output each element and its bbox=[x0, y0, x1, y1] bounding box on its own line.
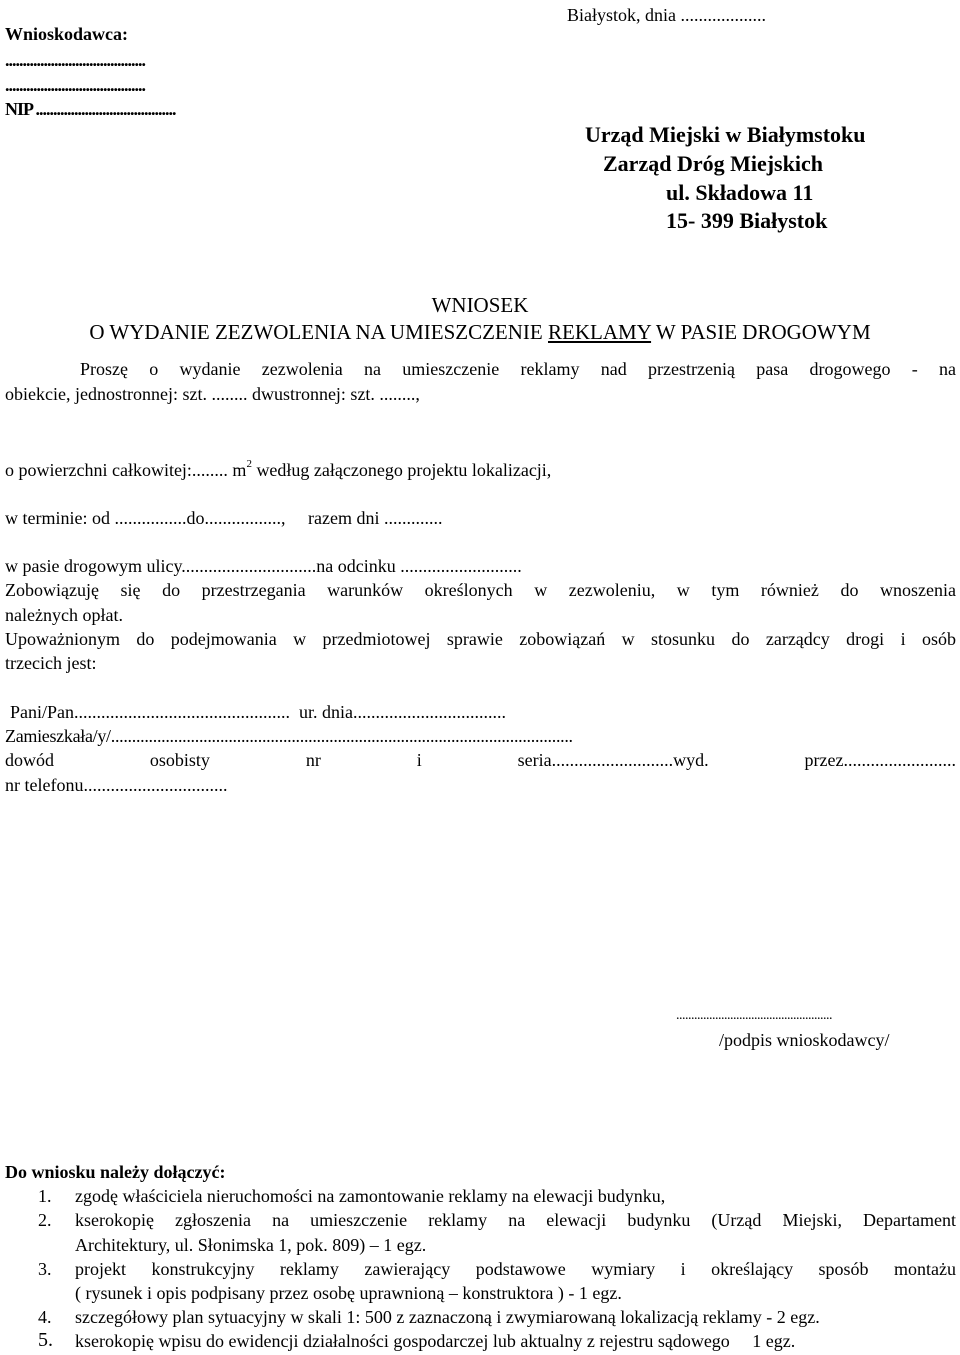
document-subtitle bbox=[0, 320, 960, 345]
term-line: w terminie: od ................do................., razem dni ............. bbox=[5, 508, 443, 528]
area-text-1: o powierzchni całkowitej:........ m bbox=[5, 460, 247, 480]
recipient-department: Zarząd Dróg Miejskich bbox=[603, 151, 823, 176]
applicant-line-2: ........................................ bbox=[5, 75, 145, 95]
subtitle-part-2: REKLAMY bbox=[548, 320, 652, 344]
area-line bbox=[5, 460, 551, 481]
authorization-line-1: Upoważnionym do podejmowania w przedmiotowej sprawie zobowiązań w stosunku do zarządcy drogi i osób bbox=[5, 629, 956, 649]
request-paragraph-line-1: Proszę o wydanie zezwolenia na umieszczenie reklamy nad przestrzenią pasa drogowego - na bbox=[80, 359, 956, 379]
obligation-line-1: Zobowiązuję się do przestrzegania warunków określonych w zezwoleniu, w tym również do wnoszenia bbox=[5, 580, 956, 600]
applicant-line-1: ........................................ bbox=[5, 50, 145, 70]
city-date: Białystok, dnia ................... bbox=[567, 5, 766, 25]
list-item-text: kserokopię wpisu do ewidencji działalności gospodarczej lub aktualny z rejestru sądowego 1 egz. bbox=[75, 1331, 796, 1351]
document-title: WNIOSEK bbox=[431, 293, 529, 317]
obligation-line-2: należnych opłat. bbox=[5, 605, 123, 625]
list-item-text: kserokopię zgłoszenia na umieszczenie reklamy na elewacji budynku (Urząd Miejski, Departament bbox=[75, 1210, 956, 1230]
attachments-heading: Do wniosku należy dołączyć: bbox=[5, 1162, 226, 1182]
recipient-street: ul. Składowa 11 bbox=[666, 180, 814, 205]
street-line: w pasie drogowym ulicy..............................na odcinku ........................... bbox=[5, 556, 522, 576]
request-paragraph-line-2: obiekcie, jednostronnej: szt. ........ dwustronnej: szt. ........, bbox=[5, 384, 420, 404]
area-text-2: według załączonego projektu lokalizacji, bbox=[251, 460, 552, 480]
signature-label: /podpis wnioskodawcy/ bbox=[719, 1030, 890, 1050]
person-phone-line: nr telefonu................................ bbox=[5, 775, 228, 795]
list-item-text: szczegółowy plan sytuacyjny w skali 1: 500 z zaznaczoną i zwymiarowaną lokalizacją reklamy - 2 egz. bbox=[75, 1307, 820, 1327]
list-item-number: 5. bbox=[38, 1329, 53, 1351]
recipient-postcode: 15- 399 Białystok bbox=[666, 208, 828, 233]
applicant-label: Wnioskodawca: bbox=[5, 24, 129, 44]
list-item-number: 3. bbox=[38, 1259, 52, 1279]
signature-line: .................................................... bbox=[676, 1008, 832, 1023]
person-id-line: dowód osobisty nr i seria...........................wyd. przez......................... bbox=[5, 750, 956, 770]
list-item-text: projekt konstrukcyjny reklamy zawierający podstawowe wymiary i określający sposób montażu bbox=[75, 1259, 956, 1279]
list-item-number: 2. bbox=[38, 1210, 52, 1230]
person-address-line: Zamieszkała/y/.............................................................................................................. bbox=[5, 726, 573, 746]
recipient-office: Urząd Miejski w Białymstoku bbox=[585, 122, 866, 147]
subtitle-part-3: W PASIE DROGOWYM bbox=[651, 320, 871, 344]
list-item-text-continued: Architektury, ul. Słonimska 1, pok. 809) – 1 egz. bbox=[75, 1235, 427, 1255]
list-item-number: 4. bbox=[38, 1307, 52, 1327]
list-item-text-continued: ( rysunek i opis podpisany przez osobę uprawnioną – konstruktora ) - 1 egz. bbox=[75, 1283, 622, 1303]
area-superscript: 2 bbox=[246, 458, 252, 470]
person-name-line: Pani/Pan................................................ ur. dnia.................................. bbox=[10, 702, 506, 722]
list-item-text: zgodę właściciela nieruchomości na zamontowanie reklamy na elewacji budynku, bbox=[75, 1186, 666, 1206]
subtitle-part-1: O WYDANIE ZEZWOLENIA NA UMIESZCZENIE bbox=[89, 320, 548, 344]
nip-field: NIP ........................................ bbox=[5, 99, 176, 119]
list-item-number: 1. bbox=[38, 1186, 52, 1206]
authorization-line-2: trzecich jest: bbox=[5, 653, 97, 673]
